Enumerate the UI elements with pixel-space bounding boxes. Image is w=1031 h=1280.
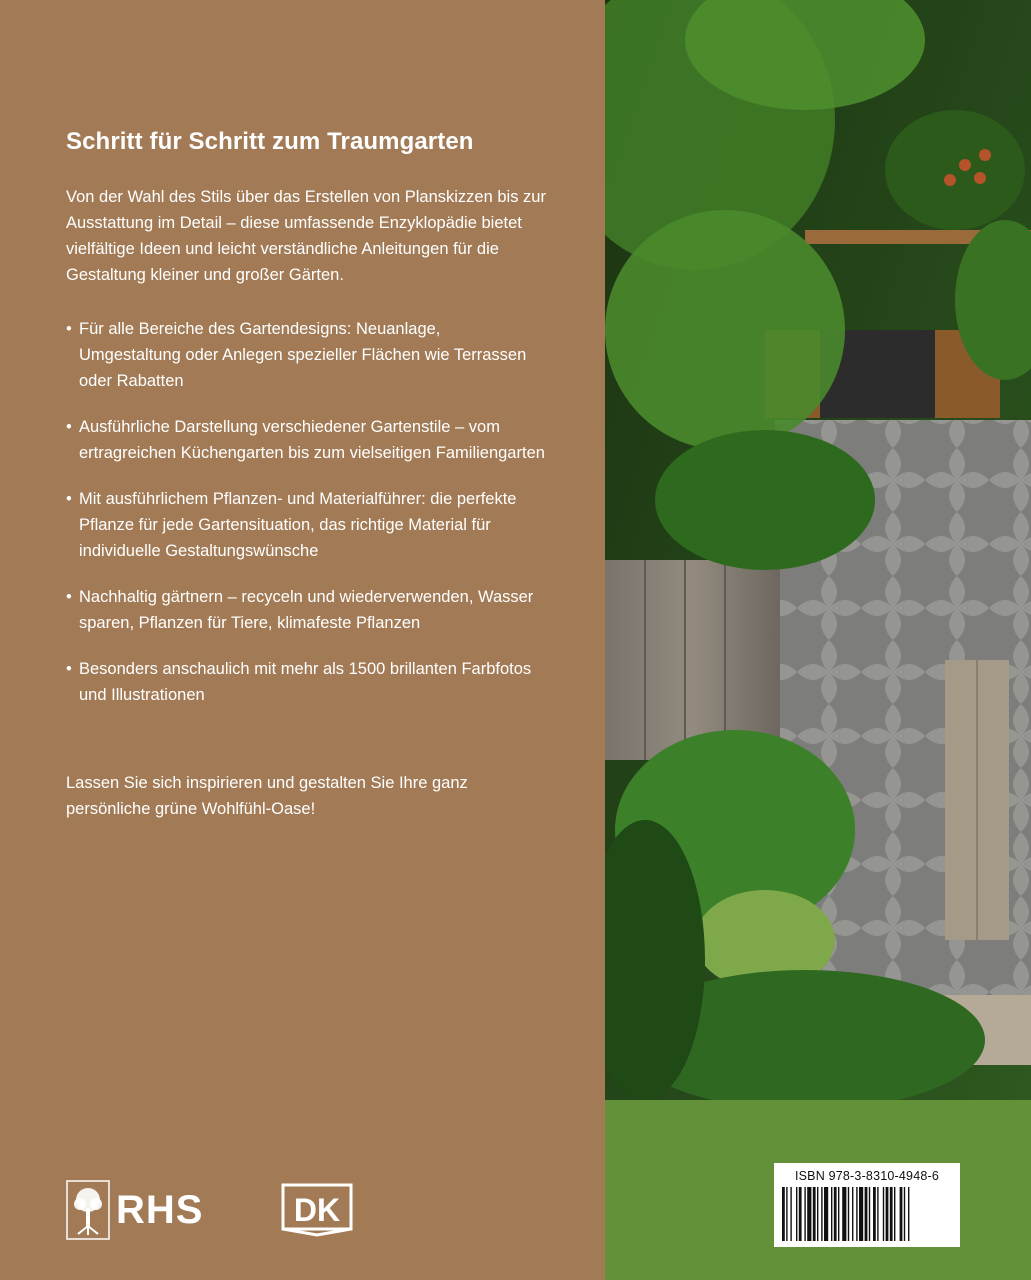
barcode-bar bbox=[842, 1187, 846, 1241]
barcode-bar bbox=[908, 1187, 909, 1241]
closing-paragraph: Lassen Sie sich inspirieren und gestalten Sie Ihre ganz persönliche grüne Wohlfühl-Oase! bbox=[66, 774, 468, 818]
rhs-logo bbox=[66, 1180, 203, 1240]
bullet-icon: • bbox=[66, 588, 72, 606]
barcode-bar bbox=[804, 1187, 805, 1241]
barcode-bar bbox=[813, 1187, 816, 1241]
list-item bbox=[66, 414, 546, 466]
list-item bbox=[66, 486, 546, 564]
list-item bbox=[66, 584, 546, 636]
bullet-icon: • bbox=[66, 490, 72, 508]
barcode-icon bbox=[782, 1187, 952, 1241]
barcode-bar bbox=[824, 1187, 828, 1241]
barcode-bar bbox=[821, 1187, 822, 1241]
barcode-bar bbox=[900, 1187, 903, 1241]
barcode-bar bbox=[838, 1187, 839, 1241]
barcode-bar bbox=[831, 1187, 832, 1241]
list-item-text: Besonders anschaulich mit mehr als 1500 brillanten Farbfotos und Illustrationen bbox=[79, 660, 532, 704]
barcode-bar bbox=[865, 1187, 868, 1241]
barcode-bar bbox=[799, 1187, 802, 1241]
barcode-bar bbox=[856, 1187, 857, 1241]
list-item-text: Mit ausführlichem Pflanzen- und Materialführer: die perfekte Pflanze für jede Gartensituation, das richtige Material für individuelle Gestaltungswünsche bbox=[79, 490, 517, 560]
intro-paragraph: Von der Wahl des Stils über das Erstellen von Planskizzen bis zur Ausstattung im Detail – diese umfassende Enzyklopädie bietet vielfältige Ideen und leicht verständliche Anleitungen für die Gestaltung kleiner und großer Gärten. bbox=[66, 188, 546, 284]
barcode-label bbox=[774, 1163, 960, 1247]
barcode-bar bbox=[890, 1187, 893, 1241]
tree-icon bbox=[66, 1180, 110, 1240]
barcode-bar bbox=[848, 1187, 849, 1241]
barcode-bar bbox=[869, 1187, 870, 1241]
dk-logo bbox=[281, 1183, 353, 1244]
bullet-icon: • bbox=[66, 660, 72, 678]
barcode-bar bbox=[790, 1187, 791, 1241]
barcode-bar bbox=[782, 1187, 785, 1241]
page-title: Schritt für Schritt zum Traumgarten bbox=[66, 128, 474, 155]
list-item-text: Ausführliche Darstellung verschiedener Gartenstile – vom ertragreichen Küchengarten bis zum vielseitigen Familiengarten bbox=[79, 418, 545, 462]
isbn-number: ISBN 978-3-8310-4948-6 bbox=[794, 1169, 940, 1183]
barcode-bar bbox=[859, 1187, 863, 1241]
barcode-bar bbox=[886, 1187, 889, 1241]
bullet-icon: • bbox=[66, 418, 72, 436]
barcode-bar bbox=[834, 1187, 837, 1241]
list-item bbox=[66, 656, 546, 708]
dk-wordmark: DK bbox=[293, 1192, 341, 1228]
barcode-bar bbox=[883, 1187, 884, 1241]
feature-list bbox=[66, 316, 546, 728]
barcode-bar bbox=[904, 1187, 905, 1241]
garden-photo bbox=[605, 0, 1031, 1280]
barcode-bar bbox=[873, 1187, 876, 1241]
bullet-icon: • bbox=[66, 320, 72, 338]
list-item-text: Nachhaltig gärtnern – recyceln und wiederverwenden, Wasser sparen, Pflanzen für Tiere, klimafeste Pflanzen bbox=[79, 588, 534, 632]
barcode-bar bbox=[807, 1187, 811, 1241]
barcode-bar bbox=[877, 1187, 878, 1241]
barcode-bar bbox=[817, 1187, 818, 1241]
barcode-bar bbox=[894, 1187, 895, 1241]
barcode-bar bbox=[852, 1187, 853, 1241]
barcode-bar bbox=[796, 1187, 797, 1241]
list-item-text: Für alle Bereiche des Gartendesigns: Neuanlage, Umgestaltung oder Anlegen spezieller Flächen wie Terrassen oder Rabatten bbox=[79, 320, 527, 390]
rhs-wordmark: RHS bbox=[116, 1187, 204, 1232]
barcode-bar bbox=[786, 1187, 787, 1241]
list-item bbox=[66, 316, 546, 394]
